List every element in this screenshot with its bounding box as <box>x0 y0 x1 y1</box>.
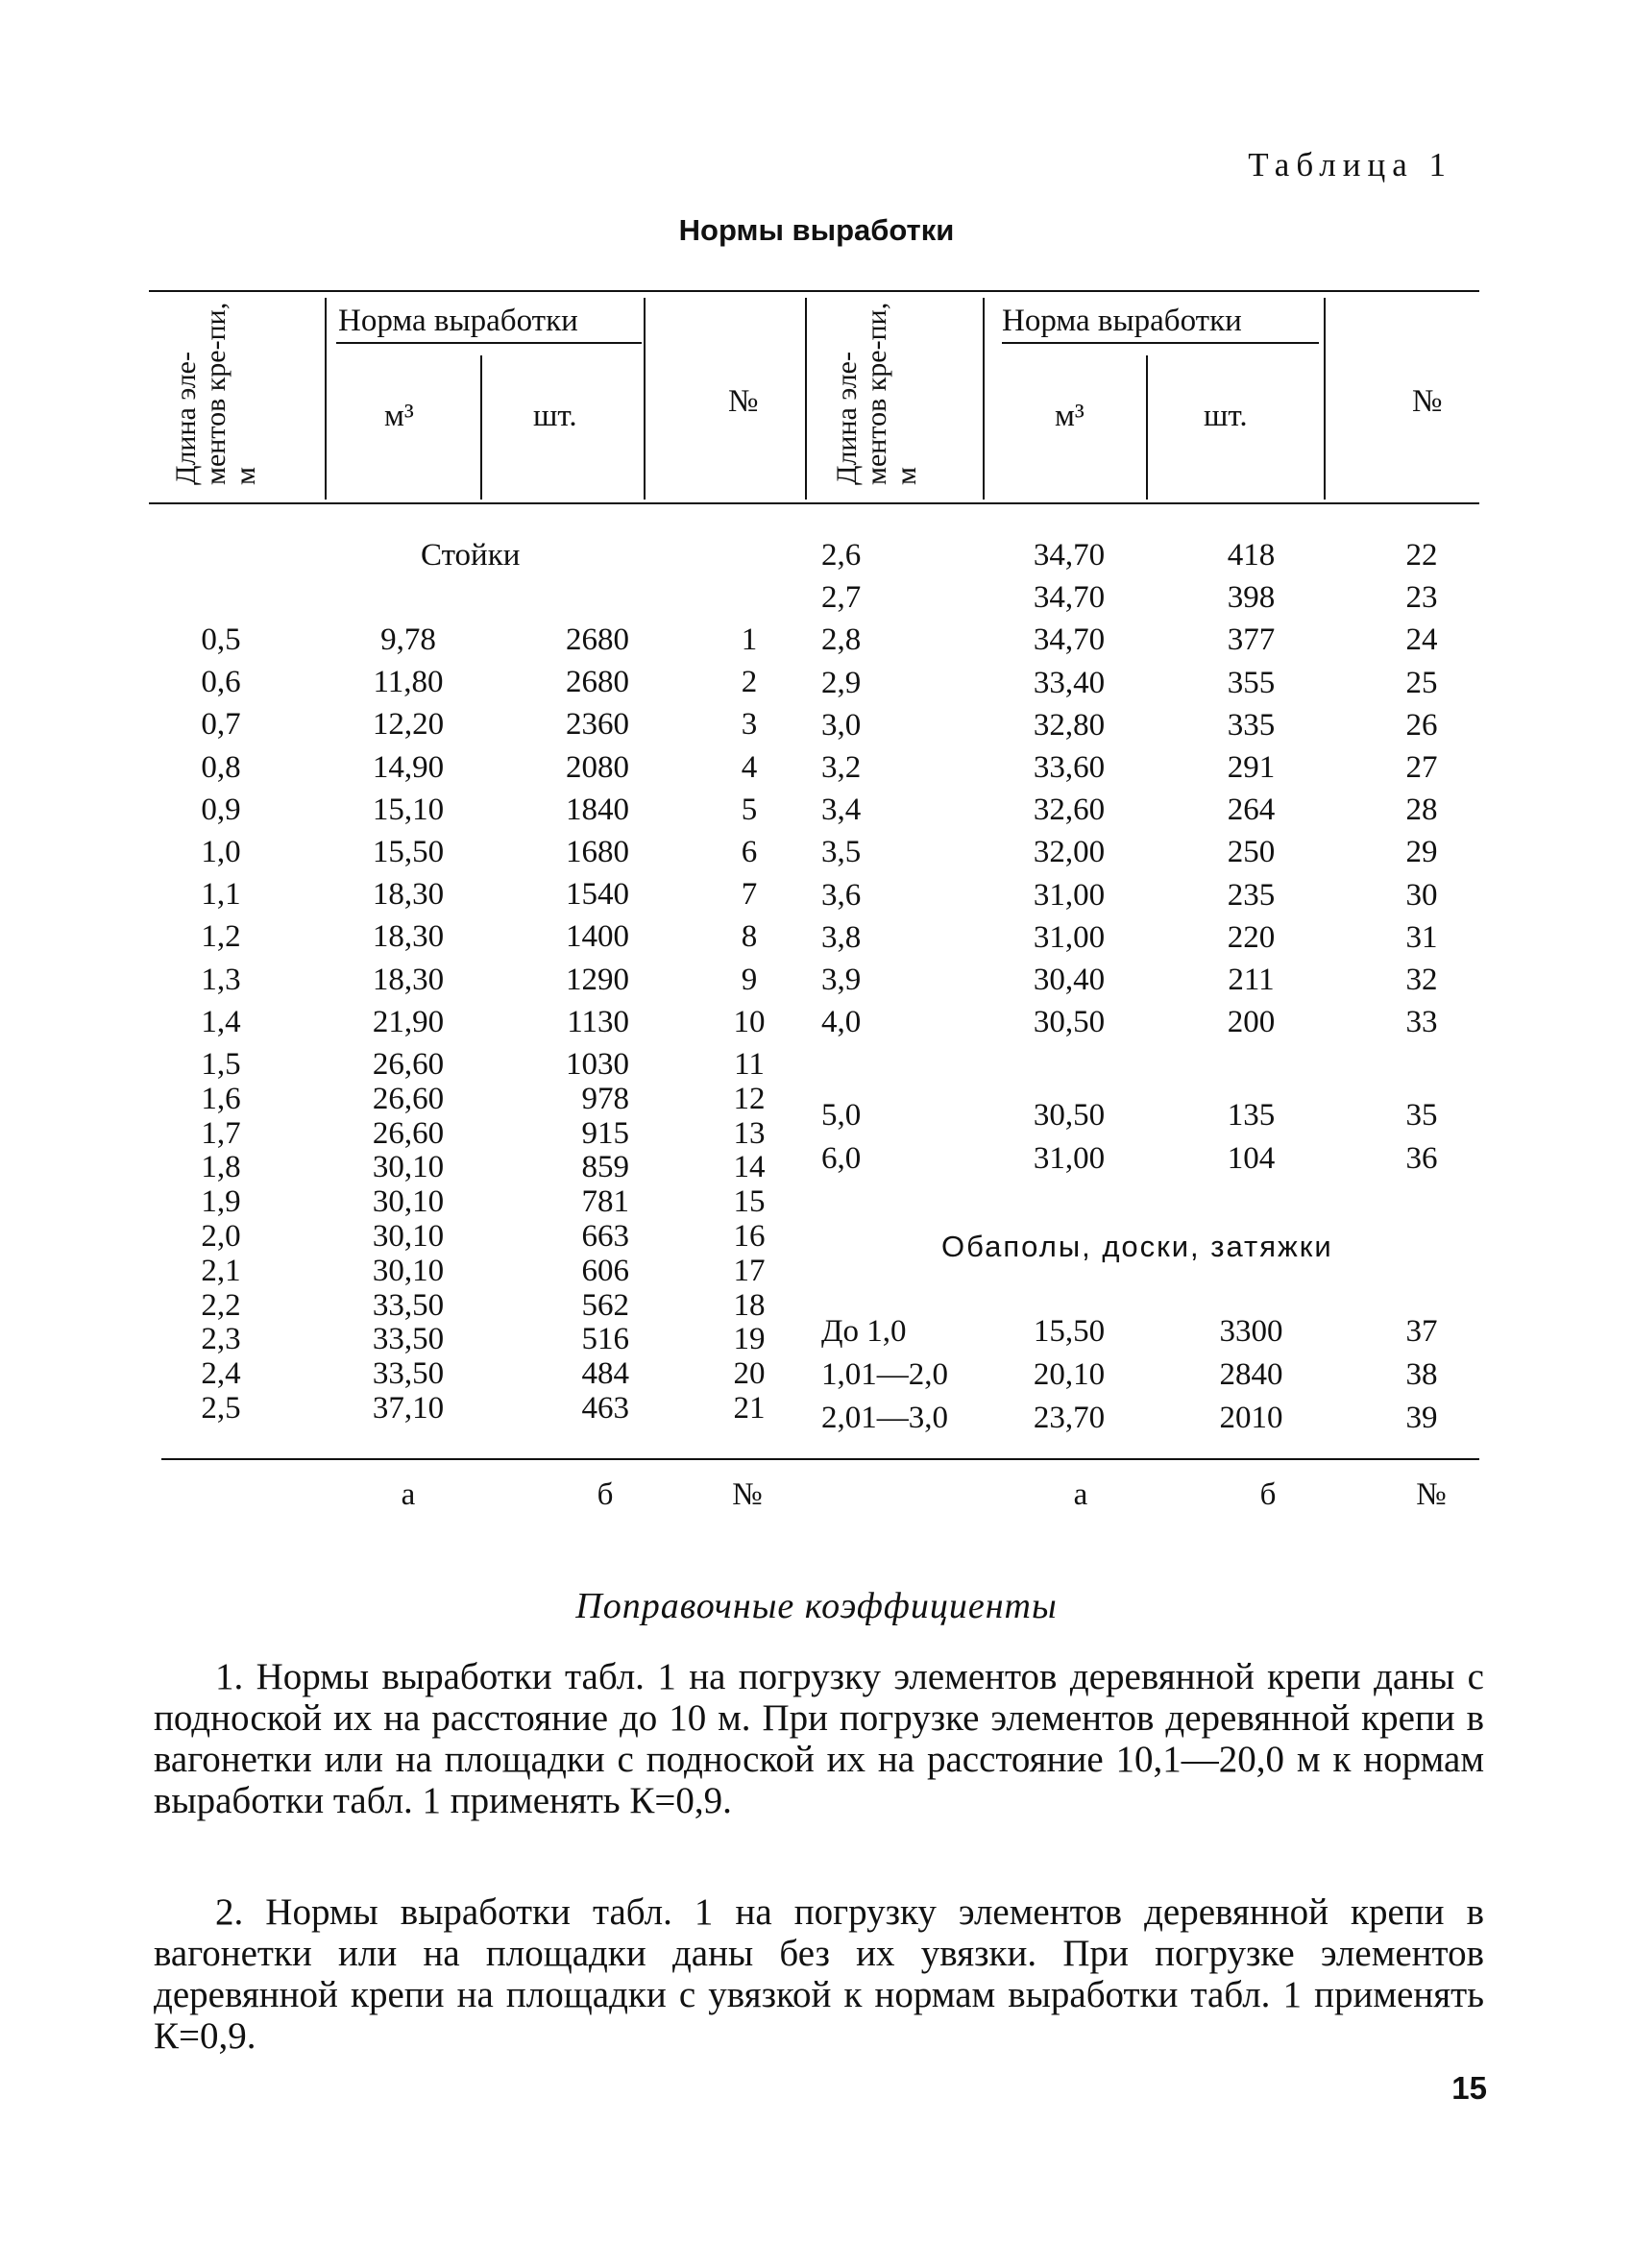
obapoly-cell-n: 37 <box>1405 1314 1438 1349</box>
left-cell-m3: 26,60 <box>372 1081 445 1116</box>
col-divider <box>983 298 985 500</box>
left-cell-len: 0,8 <box>201 749 241 785</box>
left-cell-pcs: 1400 <box>566 919 629 955</box>
obapoly-cell-pcs: 2010 <box>1219 1401 1283 1435</box>
left-cell-len: 0,7 <box>201 707 241 743</box>
header-length-left: Длина эле-ментов кре-пи, м <box>170 302 261 485</box>
left-cell-len: 1,5 <box>201 1047 241 1082</box>
footer-a-right: а <box>1073 1477 1088 1512</box>
left-cell-n: 9 <box>741 962 758 997</box>
header-norm-left: Норма выработки <box>338 304 578 338</box>
left-cell-pcs: 1130 <box>567 1004 629 1039</box>
left-cell-len: 0,6 <box>201 665 241 700</box>
left-cell-m3: 15,10 <box>372 792 445 827</box>
left-cell-pcs: 663 <box>581 1219 629 1254</box>
paragraph-1: 1. Нормы выработки табл. 1 на погрузку элементов деревянной крепи даны с подноской их на расстояние до 10 м. При погрузке элементов деревянной крепи в вагонетки или на площадки с подноской их на расстояние 10,1—20,0 м к нормам выработки табл. 1 применять К=0,9. <box>154 1656 1484 1821</box>
left-cell-m3: 26,60 <box>372 1115 445 1151</box>
right-cell-pcs: 135 <box>1227 1098 1276 1133</box>
left-cell-len: 2,4 <box>201 1356 241 1392</box>
right-cell-n: 33 <box>1405 1005 1438 1040</box>
header-m3-left: м³ <box>384 399 414 433</box>
right-cell-m3: 31,00 <box>1033 1141 1106 1176</box>
left-cell-n: 18 <box>733 1287 766 1323</box>
left-cell-n: 13 <box>733 1115 766 1151</box>
right-cell-len: 3,2 <box>821 750 862 785</box>
left-cell-pcs: 2360 <box>566 707 629 743</box>
right-cell-len: 2,9 <box>821 665 862 700</box>
left-cell-n: 20 <box>733 1356 766 1392</box>
left-cell-pcs: 484 <box>581 1356 629 1392</box>
col-divider <box>325 298 327 500</box>
right-cell-m3: 31,00 <box>1033 919 1106 955</box>
right-cell-pcs: 220 <box>1227 919 1276 955</box>
col-divider <box>644 298 646 500</box>
left-cell-pcs: 562 <box>581 1287 629 1323</box>
left-cell-pcs: 1840 <box>566 792 629 827</box>
left-cell-n: 7 <box>741 877 758 913</box>
obapoly-cell-len: До 1,0 <box>821 1314 907 1349</box>
left-cell-len: 2,2 <box>201 1287 241 1323</box>
section-obapoly: Обаполы, доски, затяжки <box>941 1230 1333 1263</box>
left-cell-n: 14 <box>733 1150 766 1185</box>
left-cell-len: 1,3 <box>201 962 241 997</box>
left-cell-m3: 30,10 <box>372 1150 445 1185</box>
right-cell-n: 26 <box>1405 707 1438 743</box>
right-cell-len: 3,9 <box>821 963 862 997</box>
right-cell-pcs: 211 <box>1228 963 1275 997</box>
right-cell-len: 3,6 <box>821 877 862 913</box>
left-cell-pcs: 915 <box>581 1115 629 1151</box>
footer-b-left: б <box>597 1477 614 1512</box>
right-cell-n: 27 <box>1405 750 1438 785</box>
left-cell-len: 2,0 <box>201 1219 241 1254</box>
header-norm-right: Норма выработки <box>1002 304 1242 338</box>
right-cell-m3: 30,40 <box>1033 963 1106 997</box>
left-cell-pcs: 2680 <box>566 665 629 700</box>
right-cell-n: 29 <box>1405 835 1438 870</box>
header-m3-right: м³ <box>1055 399 1085 433</box>
right-cell-pcs: 104 <box>1227 1141 1276 1176</box>
left-cell-m3: 30,10 <box>372 1184 445 1220</box>
col-divider <box>1146 355 1148 500</box>
left-cell-m3: 11,80 <box>373 665 444 700</box>
left-cell-len: 0,9 <box>201 792 241 827</box>
norm-group-rule-right <box>1002 342 1319 344</box>
left-cell-len: 1,2 <box>201 919 241 955</box>
left-cell-n: 5 <box>741 792 758 827</box>
header-pcs-left: шт. <box>533 399 577 433</box>
header-num-left: № <box>728 384 759 419</box>
right-cell-m3: 34,70 <box>1033 622 1106 658</box>
right-cell-pcs: 377 <box>1227 622 1276 658</box>
left-cell-pcs: 781 <box>581 1184 629 1220</box>
section-stoiki: Стойки <box>421 538 521 573</box>
col-divider <box>1324 298 1326 500</box>
right-cell-m3: 33,40 <box>1033 665 1106 700</box>
col-divider <box>480 355 482 500</box>
left-cell-n: 17 <box>733 1253 766 1288</box>
left-cell-m3: 37,10 <box>372 1391 445 1426</box>
obapoly-cell-pcs: 3300 <box>1219 1314 1283 1349</box>
obapoly-cell-n: 39 <box>1405 1401 1438 1435</box>
right-cell-pcs: 418 <box>1227 538 1276 573</box>
obapoly-cell-m3: 20,10 <box>1033 1357 1106 1392</box>
left-cell-m3: 21,90 <box>372 1004 445 1039</box>
left-cell-pcs: 606 <box>581 1253 629 1288</box>
left-cell-pcs: 1680 <box>566 835 629 869</box>
table-header-rule <box>149 502 1479 504</box>
obapoly-cell-len: 2,01—3,0 <box>821 1401 948 1435</box>
left-cell-n: 1 <box>741 622 758 657</box>
right-cell-m3: 32,60 <box>1033 793 1106 828</box>
right-cell-n: 31 <box>1405 919 1438 955</box>
table-top-rule <box>149 290 1479 292</box>
left-cell-len: 2,5 <box>201 1391 241 1426</box>
right-cell-pcs: 264 <box>1227 793 1276 828</box>
right-cell-n: 23 <box>1405 580 1438 616</box>
right-cell-len: 6,0 <box>821 1141 862 1176</box>
left-cell-pcs: 516 <box>581 1322 629 1357</box>
left-cell-len: 0,5 <box>201 622 241 657</box>
left-cell-n: 4 <box>741 749 758 785</box>
right-cell-m3: 30,50 <box>1033 1098 1106 1133</box>
left-cell-m3: 15,50 <box>372 835 445 869</box>
left-cell-n: 19 <box>733 1322 766 1357</box>
right-cell-pcs: 355 <box>1227 665 1276 700</box>
left-cell-m3: 26,60 <box>372 1047 445 1082</box>
left-cell-m3: 18,30 <box>372 962 445 997</box>
left-cell-len: 1,6 <box>201 1081 241 1116</box>
right-cell-len: 3,4 <box>821 793 862 828</box>
table-bottom-rule <box>161 1458 1479 1460</box>
right-cell-n: 32 <box>1405 963 1438 997</box>
left-cell-n: 10 <box>733 1004 766 1039</box>
right-cell-m3: 31,00 <box>1033 877 1106 913</box>
right-cell-pcs: 200 <box>1227 1005 1276 1040</box>
obapoly-cell-n: 38 <box>1405 1357 1438 1392</box>
left-cell-n: 21 <box>733 1391 766 1426</box>
norm-group-rule-left <box>336 342 642 344</box>
right-cell-n: 22 <box>1405 538 1438 573</box>
left-cell-m3: 9,78 <box>380 622 436 657</box>
header-num-right: № <box>1412 384 1443 419</box>
right-cell-len: 5,0 <box>821 1098 862 1133</box>
left-cell-pcs: 1290 <box>566 962 629 997</box>
right-cell-m3: 32,80 <box>1033 707 1106 743</box>
left-cell-n: 2 <box>741 665 758 700</box>
col-divider <box>805 298 807 500</box>
left-cell-n: 8 <box>741 919 758 955</box>
right-cell-pcs: 291 <box>1227 750 1276 785</box>
left-cell-m3: 30,10 <box>372 1253 445 1288</box>
left-cell-len: 2,3 <box>201 1322 241 1357</box>
left-cell-pcs: 463 <box>581 1391 629 1426</box>
right-cell-m3: 34,70 <box>1033 538 1106 573</box>
paragraph-2: 2. Нормы выработки табл. 1 на погрузку элементов деревянной крепи в вагонетки или на площадки даны без их увязки. При погрузке элементов деревянной крепи на площадки с увязкой к нормам выработки табл. 1 применять К=0,9. <box>154 1891 1484 2057</box>
left-cell-pcs: 978 <box>581 1081 629 1116</box>
left-cell-pcs: 1030 <box>566 1047 629 1082</box>
right-cell-n: 28 <box>1405 793 1438 828</box>
left-cell-pcs: 1540 <box>566 877 629 913</box>
right-cell-len: 3,5 <box>821 835 862 870</box>
section-subtitle: Поправочные коэффициенты <box>575 1586 1058 1626</box>
right-cell-m3: 30,50 <box>1033 1005 1106 1040</box>
left-cell-len: 2,1 <box>201 1253 241 1288</box>
right-cell-pcs: 398 <box>1227 580 1276 616</box>
left-cell-m3: 18,30 <box>372 919 445 955</box>
left-cell-n: 12 <box>733 1081 766 1116</box>
left-cell-m3: 33,50 <box>372 1322 445 1357</box>
left-cell-n: 16 <box>733 1219 766 1254</box>
left-cell-len: 1,9 <box>201 1184 241 1220</box>
right-cell-pcs: 250 <box>1227 835 1276 870</box>
left-cell-m3: 12,20 <box>372 707 445 743</box>
right-cell-len: 2,8 <box>821 622 862 658</box>
obapoly-cell-m3: 23,70 <box>1033 1401 1106 1435</box>
left-cell-pcs: 2680 <box>566 622 629 657</box>
left-cell-n: 11 <box>734 1047 765 1082</box>
left-cell-m3: 30,10 <box>372 1219 445 1254</box>
right-cell-len: 4,0 <box>821 1005 862 1040</box>
obapoly-cell-m3: 15,50 <box>1033 1314 1106 1349</box>
header-pcs-right: шт. <box>1204 399 1248 433</box>
page-number: 15 <box>1451 2070 1487 2106</box>
left-cell-len: 1,8 <box>201 1150 241 1185</box>
left-cell-m3: 14,90 <box>372 749 445 785</box>
table-title: Нормы выработки <box>678 213 955 247</box>
right-cell-m3: 34,70 <box>1033 580 1106 616</box>
right-cell-len: 2,6 <box>821 538 862 573</box>
right-cell-len: 3,8 <box>821 919 862 955</box>
left-cell-m3: 33,50 <box>372 1356 445 1392</box>
left-cell-len: 1,1 <box>201 877 241 913</box>
left-cell-pcs: 2080 <box>566 749 629 785</box>
footer-num-left: № <box>732 1477 763 1512</box>
left-cell-pcs: 859 <box>581 1150 629 1185</box>
left-cell-m3: 18,30 <box>372 877 445 913</box>
right-cell-n: 30 <box>1405 877 1438 913</box>
right-cell-len: 3,0 <box>821 707 862 743</box>
left-cell-len: 1,7 <box>201 1115 241 1151</box>
header-length-right: Длина эле-ментов кре-пи, м <box>831 302 922 485</box>
left-cell-n: 15 <box>733 1184 766 1220</box>
footer-num-right: № <box>1416 1477 1447 1512</box>
right-cell-pcs: 235 <box>1227 877 1276 913</box>
right-cell-n: 25 <box>1405 665 1438 700</box>
footer-b-right: б <box>1259 1477 1277 1512</box>
left-cell-len: 1,0 <box>201 835 241 869</box>
left-cell-len: 1,4 <box>201 1004 241 1039</box>
table-label: Таблица 1 <box>1248 146 1452 183</box>
obapoly-cell-len: 1,01—2,0 <box>821 1357 948 1392</box>
right-cell-n: 24 <box>1405 622 1438 658</box>
right-cell-n: 36 <box>1405 1141 1438 1176</box>
right-cell-m3: 33,60 <box>1033 750 1106 785</box>
right-cell-len: 2,7 <box>821 580 862 616</box>
left-cell-m3: 33,50 <box>372 1287 445 1323</box>
left-cell-n: 3 <box>741 707 758 743</box>
left-cell-n: 6 <box>741 835 758 869</box>
footer-a-left: а <box>401 1477 416 1512</box>
obapoly-cell-pcs: 2840 <box>1219 1357 1283 1392</box>
right-cell-n: 35 <box>1405 1098 1438 1133</box>
right-cell-pcs: 335 <box>1227 707 1276 743</box>
right-cell-m3: 32,00 <box>1033 835 1106 870</box>
